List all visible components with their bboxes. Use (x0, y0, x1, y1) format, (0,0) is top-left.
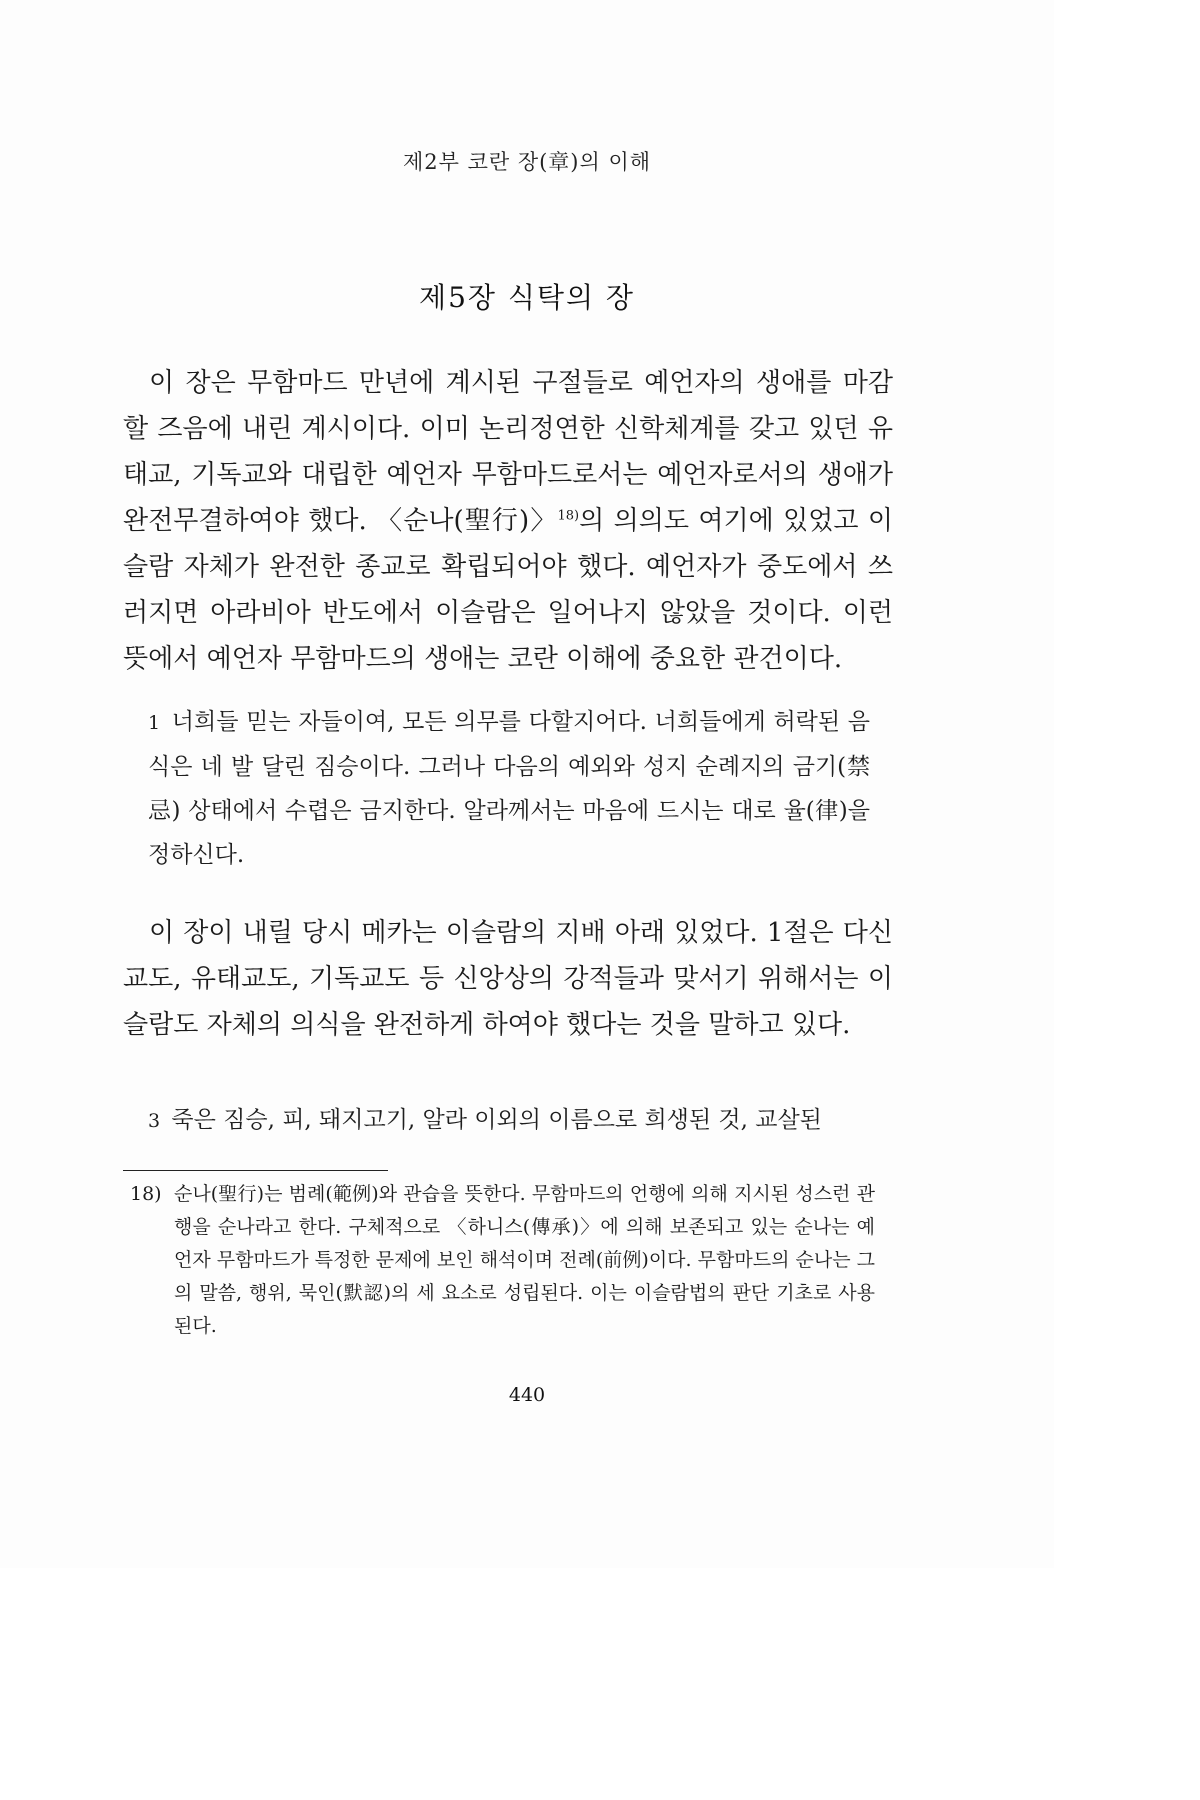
intro-paragraph (123, 360, 893, 682)
footnote (130, 1178, 875, 1343)
commentary-paragraph: 이 장이 내릴 당시 메카는 이슬람의 지배 아래 있었다. 1절은 다신교도, 유태교도, 기독교도 등 신앙상의 강적들과 맞서기 위해서는 이슬람도 자체의 의식을 완전하게 하여야 했다는 것을 말하고 있다. (123, 918, 893, 1040)
page-number: 440 (508, 1384, 546, 1406)
footnote-text: 순나(聖行)는 범례(範例)와 관습을 뜻한다. 무함마드의 언행에 의해 지시된 성스런 관행을 순나라고 한다. 구체적으로 〈하니스(傳承)〉에 의해 보존되고 있는 순나는 예언자 무함마드가 특정한 문제에 보인 해석이며 전례(前例)이다. 무함마드의 순나는 그의 말씀, 행위, 묵인(默認)의 세 요소로 성립된다. 이는 이슬람법의 판단 기초로 사용된다. (174, 1183, 875, 1337)
running-head: 제2부 코란 장(章)의 이해 (402, 150, 652, 174)
verse-number: 3 (148, 1110, 161, 1132)
intro-paragraph-text-b: 의 의의도 여기에 있었고 이슬람 자체가 완전한 종교로 확립되어야 했다. 예언자가 중도에서 쓰러지면 아라비아 반도에서 이슬람은 일어나지 않았을 것이다. 이런 뜻에서 예언자 무함마드의 생애는 코란 이해에 중요한 관건이다. (123, 506, 894, 674)
verse-number: 1 (148, 712, 161, 734)
intro-paragraph-text-a: 이 장은 무함마드 만년에 계시된 구절들로 예언자의 생애를 마감할 즈음에 내린 계시이다. 이미 논리정연한 신학체계를 갖고 있던 유태교, 기독교와 대립한 예언자 무함마드로서는 예언자로서의 생애가 완전무결하여야 했다. 〈순나(聖行)〉 (123, 368, 893, 536)
footnote-reference: 18) (557, 508, 580, 524)
verse-text: 너희들 믿는 자들이여, 모든 의무를 다할지어다. 너희들에게 허락된 음식은 네 발 달린 짐승이다. 그러나 다음의 예외와 성지 순례지의 금기(禁忌) 상태에서 수렵은 금지한다. 알라께서는 마음에 드시는 대로 율(律)을 정하신다. (148, 709, 870, 868)
footnote-divider (123, 1170, 388, 1171)
verse-text: 죽은 짐승, 피, 돼지고기, 알라 이외의 이름으로 희생된 것, 교살된 (171, 1107, 822, 1133)
footnote-number: 18) (130, 1183, 162, 1205)
verse-block (148, 700, 870, 877)
chapter-title: 제5장 식탁의 장 (419, 281, 635, 314)
verse-block (148, 1098, 870, 1143)
